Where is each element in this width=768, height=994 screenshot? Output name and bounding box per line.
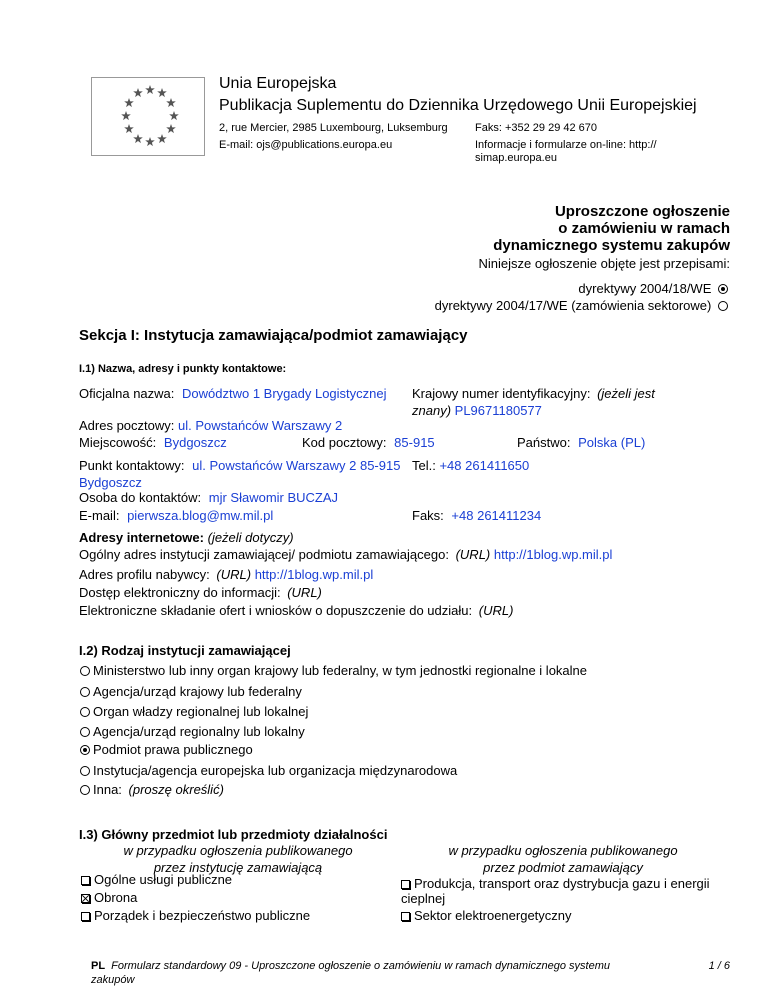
i2-heading: I.2) Rodzaj instytucji zamawiającej [79, 643, 291, 658]
contact-point-value1: ul. Powstańców Warszawy 2 85-915 [192, 458, 401, 473]
e-submission-row [79, 602, 513, 619]
i3-checkbox[interactable] [81, 894, 90, 903]
directive-1-row [578, 280, 728, 297]
email-value[interactable]: pierwsza.blog@mw.mil.pl [127, 508, 274, 523]
e-access-url-tag: (URL) [287, 585, 322, 600]
official-name-row [79, 385, 387, 402]
postal-label: Adres pocztowy: [79, 418, 175, 433]
email-label: E-mail: [79, 508, 120, 523]
title-line2: o zamówieniu w ramach [558, 220, 730, 237]
i2-option-label: Agencja/urząd krajowy lub federalny [93, 684, 302, 699]
national-id-note2: znany) [412, 403, 452, 418]
i2-option-label: Inna: [93, 782, 122, 797]
footer-lang: PL [91, 960, 106, 972]
i3-left-item-label: Obrona [94, 890, 138, 905]
city-row [79, 434, 227, 451]
i3-left-header-line2: przez instytucję zamawiającą [153, 860, 323, 875]
person-value: mjr Sławomir BUCZAJ [208, 490, 339, 505]
directive-2-row [435, 297, 728, 314]
e-submission-url-tag: (URL) [478, 603, 514, 618]
i3-right-item-cont: cieplnej [401, 891, 446, 906]
postal-value: ul. Powstańców Warszawy 2 [178, 418, 343, 433]
directive-2-label: dyrektywy 2004/17/WE (zamówienia sektorowe) [434, 298, 712, 313]
contact-point-value2: Bydgoszcz [79, 475, 142, 490]
city-label: Miejscowość: [79, 435, 157, 450]
buyer-profile-row [79, 566, 373, 583]
tel-value: +48 261411650 [439, 458, 530, 473]
i1-heading: I.1) Nazwa, adresy i punkty kontaktowe: [79, 363, 287, 375]
section1-heading: Sekcja I: Instytucja zamawiająca/podmiot zamawiający [79, 327, 468, 344]
directive-1-radio[interactable] [718, 284, 728, 294]
email-row [79, 507, 273, 524]
i3-left-header-line1: w przypadku ogłoszenia publikowanego [123, 843, 353, 858]
i3-right-item [401, 907, 572, 924]
general-address-label: Ogólny adres instytucji zamawiającej/ podmiotu zamawiającego: [79, 547, 449, 562]
contact-point-label: Punkt kontaktowy: [79, 458, 185, 473]
i3-checkbox[interactable] [401, 880, 410, 889]
i2-other-note: (proszę określić) [128, 782, 224, 797]
i3-left-item [81, 889, 137, 906]
header-fax: Faks: +352 29 29 42 670 [475, 122, 598, 134]
fax-row [412, 507, 541, 524]
postcode-row [302, 434, 435, 451]
i3-right-header [398, 842, 728, 876]
person-row [79, 489, 338, 506]
i2-option-radio[interactable] [80, 707, 90, 717]
buyer-profile-link[interactable]: http://1blog.wp.mil.pl [254, 567, 374, 582]
internet-row [79, 529, 294, 546]
header-org: Unia Europejska [219, 75, 337, 92]
e-submission-label: Elektroniczne składanie ofert i wniosków o dopuszczenie do udziału: [79, 603, 473, 618]
i2-option-label: Agencja/urząd regionalny lub lokalny [93, 724, 305, 739]
fax-label: Faks: [412, 508, 444, 523]
i2-option-label: Podmiot prawa publicznego [93, 742, 253, 757]
i3-left-item [81, 907, 310, 924]
i2-option-label: Ministerstwo lub inny organ krajowy lub federalny, w tym jednostki regionalne i lokalne [93, 663, 587, 678]
national-id-label: Krajowy numer identyfikacyjny: [412, 386, 591, 401]
title-subject: Niniejsze ogłoszenie objęte jest przepisami: [478, 256, 730, 271]
e-access-label: Dostęp elektroniczny do informacji: [79, 585, 281, 600]
internet-label: Adresy internetowe: [79, 530, 204, 545]
i2-option [80, 662, 587, 679]
i2-option [80, 683, 302, 700]
i3-left-item-label: Porządek i bezpieczeństwo publiczne [94, 908, 311, 923]
postcode-value: 85-915 [394, 435, 435, 450]
i2-option-radio[interactable] [80, 745, 90, 755]
i3-left-item [81, 871, 232, 888]
country-value: Polska (PL) [578, 435, 646, 450]
fax-value: +48 261411234 [451, 508, 542, 523]
i2-option-radio[interactable] [80, 785, 90, 795]
header-email: E-mail: ojs@publications.europa.eu [219, 139, 393, 151]
postcode-label: Kod pocztowy: [302, 435, 387, 450]
i3-checkbox[interactable] [81, 876, 90, 885]
official-name-value: Dowództwo 1 Brygady Logistycznej [182, 386, 387, 401]
header-info-line1: Informacje i formularze on-line: http:// [475, 139, 657, 151]
i3-checkbox[interactable] [81, 912, 90, 921]
i3-right-header-line1: w przypadku ogłoszenia publikowanego [448, 843, 678, 858]
i2-option-radio[interactable] [80, 766, 90, 776]
country-row [517, 434, 645, 451]
general-address-row [79, 546, 612, 563]
i3-heading: I.3) Główny przedmiot lub przedmioty działalności [79, 827, 388, 842]
general-address-url-tag: (URL) [455, 547, 491, 562]
i2-option-radio[interactable] [80, 727, 90, 737]
official-name-label: Oficjalna nazwa: [79, 386, 175, 401]
i2-option-radio[interactable] [80, 687, 90, 697]
tel-label: Tel.: [412, 458, 436, 473]
i3-left-item-label: Ogólne usługi publiczne [94, 872, 233, 887]
header-publication: Publikacja Suplementu do Dziennika Urzędowego Unii Europejskiej [219, 97, 697, 114]
i2-option-label: Organ władzy regionalnej lub lokalnej [93, 704, 309, 719]
postal-row [79, 417, 342, 434]
title-line3: dynamicznego systemu zakupów [493, 237, 730, 254]
person-label: Osoba do kontaktów: [79, 490, 202, 505]
i3-checkbox[interactable] [401, 912, 410, 921]
national-id-value: PL9671180577 [454, 403, 542, 418]
header-info-line2: simap.europa.eu [475, 152, 557, 164]
eu-flag-logo [91, 77, 205, 156]
directive-1-label: dyrektywy 2004/18/WE [578, 281, 712, 296]
footer-line2: zakupów [91, 974, 135, 986]
i2-option [80, 762, 457, 779]
i2-option [80, 723, 305, 740]
directive-2-radio[interactable] [718, 301, 728, 311]
i2-option-label: Instytucja/agencja europejska lub organizacja międzynarodowa [93, 763, 458, 778]
i3-right-header-line2: przez podmiot zamawiający [483, 860, 643, 875]
city-value: Bydgoszcz [163, 435, 227, 450]
internet-note: (jeżeli dotyczy) [207, 530, 294, 545]
tel-row [412, 457, 529, 474]
i2-option [80, 781, 224, 798]
i3-right-item-label: Sektor elektroenergetyczny [414, 908, 572, 923]
national-id-block [412, 385, 712, 419]
i2-option [80, 741, 253, 758]
e-access-row [79, 584, 322, 601]
footer-text [91, 959, 661, 987]
footer-page-number: 1 / 6 [708, 960, 730, 972]
national-id-note1: (jeżeli jest [597, 386, 655, 401]
footer-line1: Formularz standardowy 09 - Uproszczone ogłoszenie o zamówieniu w ramach dynamicznego systemu [111, 960, 611, 972]
general-address-link[interactable]: http://1blog.wp.mil.pl [493, 547, 613, 562]
buyer-profile-url-tag: (URL) [216, 567, 252, 582]
buyer-profile-label: Adres profilu nabywcy: [79, 567, 210, 582]
i2-option-radio[interactable] [80, 666, 90, 676]
i3-right-item-label: Produkcja, transport oraz dystrybucja gazu i energii [414, 876, 710, 891]
contact-point-row [79, 457, 400, 474]
header-address: 2, rue Mercier, 2985 Luxembourg, Luksemburg [219, 122, 448, 134]
i3-right-item [401, 875, 710, 892]
eu-stars-icon [92, 78, 204, 155]
title-line1: Uproszczone ogłoszenie [554, 203, 730, 220]
country-label: Państwo: [517, 435, 571, 450]
i2-option [80, 703, 308, 720]
